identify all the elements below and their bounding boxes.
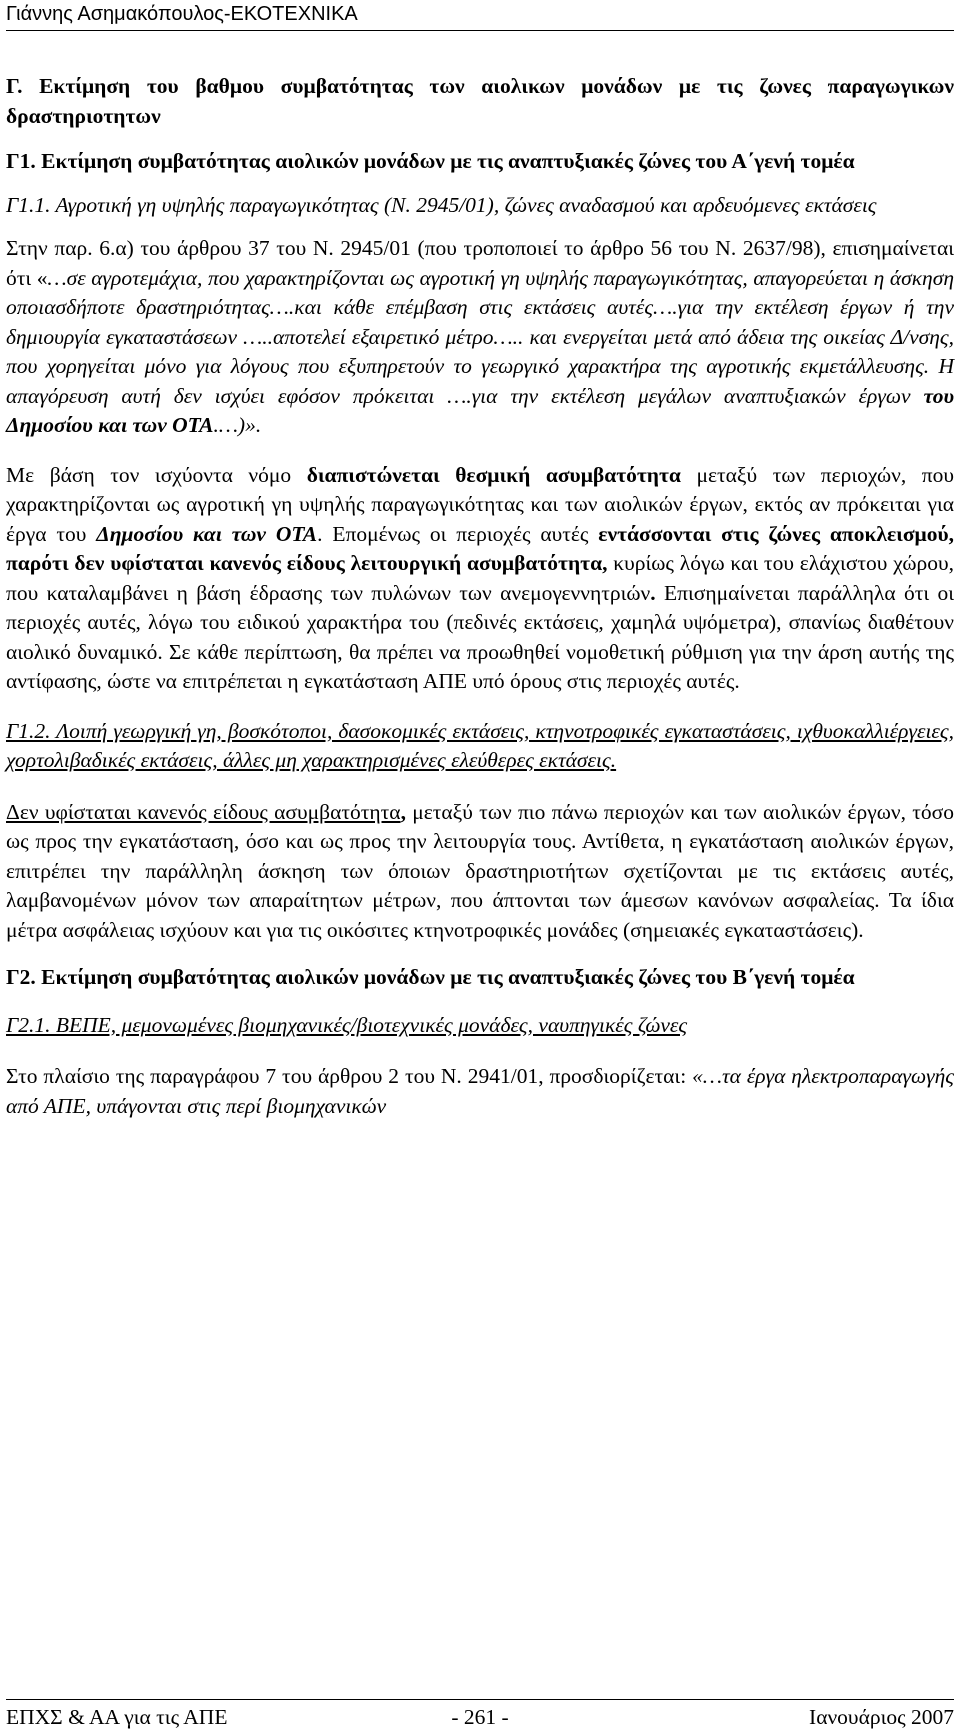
running-header: Γιάννης Ασημακόπουλος-ΕΚΟΤΕΧΝΙΚΑ <box>6 3 358 25</box>
quoted-text: «…τα έργα ηλεκτροπαραγωγής από ΑΠΕ, υπάγονται στις περί βιομηχανικών <box>6 1064 954 1118</box>
paragraph-law-2941 <box>6 1062 954 1121</box>
paragraph-text: μεταξύ των πιο πάνω περιοχών και των αιολικών έργων, τόσο ως προς την εγκατάσταση, όσο και ως προς την λειτουργία τους. Αντίθετα, η εγκατάσταση αιολικών έργων, επιτρέπει την παράλληλη άσκηση των όποιων δραστηριοτήτων σχετίζονται με τις εκτάσεις αυτές, λαμβανομένων μόνον των απαραίτητων μέτρων, που άπτονται των άμεσων κανόνων ασφαλείας. Τα ίδια μέτρα ασφάλειας ισχύουν και για τις οικόσιτες κτηνοτροφικές μονάδες (σημειακές εγκαταστάσεις). <box>6 799 954 942</box>
subsection-heading-g1-1: Γ1.1. Αγροτική γη υψηλής παραγωγικότητας (Ν. 2945/01), ζώνες αναδασμού και αρδευόμενες εκτάσεις <box>6 192 877 217</box>
paragraph-text: Επισημαίνεται παράλληλα ότι οι περιοχές αυτές, λόγω του ειδικού χαρακτήρα του (πεδινές εκτάσεις, χαμηλά υψόμετρα), σπανίως διαθέτουν αιολικό δυναμικό. Σε κάθε περίπτωση, θα πρέπει να προωθηθεί νομοθετική ρύθμιση για την άρση αυτής της αντίφασης, ώστε να επιτρέπεται η εγκατάσταση ΑΠΕ υπό όρους στις περιοχές αυτές. <box>6 580 954 693</box>
section-heading-g1: Γ1. Εκτίμηση συμβατότητας αιολικών μονάδων με τις αναπτυξιακές ζώνες του Α΄γενή τομέα <box>6 149 855 173</box>
paragraph-text: Στην παρ. 6.α) του άρθρου 37 του Ν. 2945/01 (που τροποποιεί το άρθρο 56 του Ν. 2637/98), επισημαίνεται ότι « <box>6 236 954 290</box>
paragraph-text: Στο πλαίσιο της παραγράφου 7 του άρθρου 2 του Ν. 2941/01, προσδιορίζεται: <box>6 1064 693 1088</box>
emphasis-text: εντάσσονται στις ζώνες αποκλεισμού, παρότι δεν υφίσταται κανενός είδους λειτουργική ασυμβατότητα, <box>6 521 954 575</box>
section-heading-g2: Γ2. Εκτίμηση συμβατότητας αιολικών μονάδων με τις αναπτυξιακές ζώνες του Β΄γενή τομέα <box>6 965 855 989</box>
paragraph-incompatibility <box>6 461 954 697</box>
paragraph-text: κυρίως λόγω και του ελάχιστου χώρου, που καταλαμβάνει η βάση έδρασης των πυλώνων των ανεμογεννητριών <box>6 551 954 605</box>
emphasis-text: Δημοσίου και των ΟΤΑ <box>96 521 318 546</box>
emphasis-text: . <box>650 580 656 605</box>
quoted-text: …σε αγροτεμάχια, που χαρακτηρίζονται ως αγροτική γη υψηλής παραγωγικότητας, απαγορεύεται η άσκηση οποιασδήποτε δραστηριότητας….και κάθε επέμβαση στις εκτάσεις αυτές….για την εκτέλεση έργων ή την δημιουργία εγκαταστάσεων …..αποτελεί εξαιρετικό μέτρο….. και ενεργείται μετά από άδεια της οικείας Δ/νσης, που χορηγείται μόνο για λόγους που εξυπηρετούν το γεωργικό χαρακτήρα της αγροτικής εκμετάλλευσης. Η απαγόρευση αυτή δεν ισχύει εφόσον πρόκειται ….για την εκτέλεση μεγάλων αναπτυξιακών έργων <box>6 265 954 408</box>
document-body <box>6 72 954 1139</box>
page-footer <box>6 1702 954 1732</box>
section-heading-g: Γ. Εκτίμηση του βαθμου συμβατότητας των αιολικων μονάδων με τις ζωνες παραγωγικων δραστηριοτητων <box>6 74 954 128</box>
paragraph-no-incompatibility <box>6 798 954 946</box>
emphasis-text: του Δημοσίου και των ΟΤΑ <box>6 383 954 437</box>
paragraph-text: μεταξύ των περιοχών, που χαρακτηρίζονται ως αγροτική γη υψηλής παραγωγικότητας και των αιολικών έργων, εκτός αν πρόκειται για έργα του <box>6 462 955 546</box>
emphasis-text: διαπιστώνεται θεσμική ασυμβατότητα <box>306 462 681 487</box>
paragraph-law-2945 <box>6 234 954 441</box>
subsection-heading-g1-2: Γ1.2. Λοιπή γεωργική γη, βοσκότοποι, δασοκομικές εκτάσεις, κτηνοτροφικές εγκαταστάσεις, ιχθυοκαλλιέργειες, χορτολιβαδικές εκτάσεις, άλλες μη χαρακτηρισμένες ελεύθερες εκτάσεις. <box>6 718 954 772</box>
emphasis-text: , <box>400 799 406 824</box>
paragraph-text: . Επομένως οι περιοχές αυτές <box>317 521 599 546</box>
footer-date: Ιανουάριος 2007 <box>809 1705 954 1729</box>
subsection-heading-g2-1: Γ2.1. ΒΕΠΕ, μεμονωμένες βιομηχανικές/βιοτεχνικές μονάδες, ναυπηγικές ζώνες <box>6 1012 688 1037</box>
quoted-text-end: .…)». <box>213 413 262 437</box>
emphasis-text: Δεν υφίσταται κανενός είδους ασυμβατότητα <box>6 799 401 824</box>
paragraph-text: Με βάση τον ισχύοντα νόμο <box>6 462 307 487</box>
footer-left: ΕΠΧΣ & ΑΑ για τις ΑΠΕ <box>6 1705 228 1729</box>
header-rule <box>6 30 954 31</box>
page-number: - 261 - <box>451 1705 509 1729</box>
footer-rule <box>6 1699 954 1700</box>
